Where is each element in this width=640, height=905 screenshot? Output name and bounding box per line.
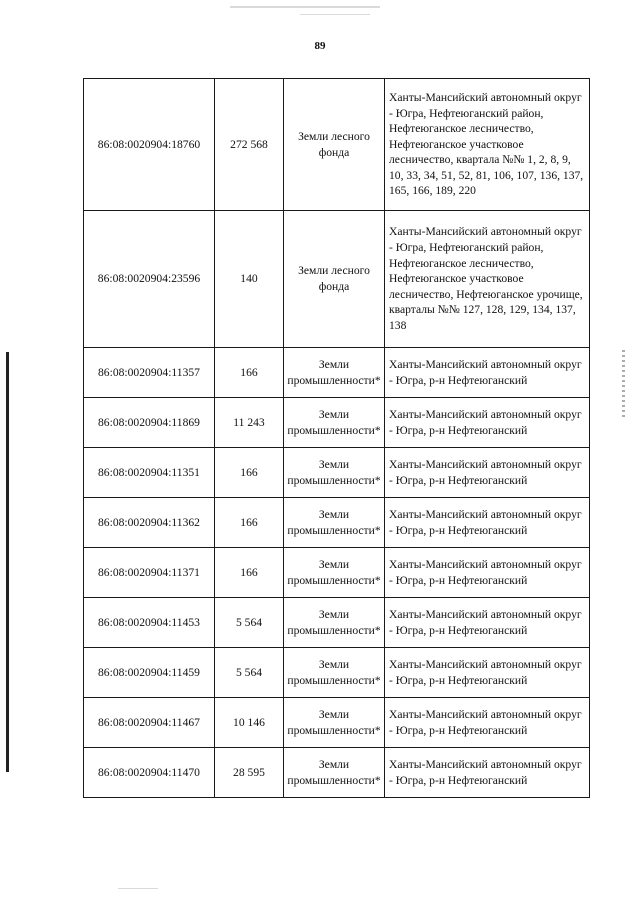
location-cell: Ханты-Мансийский автономный округ - Югра, Нефтеюганский район, Нефтеюганское лесничество, Нефтеюганское участковое лесничество, Нефтеюганское урочище, кварталы №№ 127, 128, 129, 134, 137, 138 [385,211,590,348]
cadastral-number-cell: 86:08:0020904:11371 [84,548,215,598]
cadastral-number-cell: 86:08:0020904:18760 [84,79,215,211]
area-cell: 5 564 [215,648,284,698]
location-cell: Ханты-Мансийский автономный округ - Югра, р-н Нефтеюганский [385,748,590,798]
scan-noise-bottom [118,888,158,889]
scan-edge-speckle [622,350,625,420]
location-cell: Ханты-Мансийский автономный округ - Югра, р-н Нефтеюганский [385,598,590,648]
scan-noise-top-2 [300,14,370,15]
location-cell: Ханты-Мансийский автономный округ - Югра, р-н Нефтеюганский [385,348,590,398]
cadastral-number-cell: 86:08:0020904:11453 [84,598,215,648]
land-category-cell: Земли промышленности* [284,398,385,448]
table-row [84,348,590,398]
land-category-cell: Земли промышленности* [284,598,385,648]
table-row [84,598,590,648]
land-plots-table [83,78,590,798]
area-cell: 140 [215,211,284,348]
area-cell: 166 [215,348,284,398]
area-cell: 28 595 [215,748,284,798]
table-row [84,448,590,498]
land-category-cell: Земли промышленности* [284,698,385,748]
cadastral-number-cell: 86:08:0020904:11351 [84,448,215,498]
cadastral-number-cell: 86:08:0020904:11470 [84,748,215,798]
table-row [84,398,590,448]
page-number: 89 [314,40,326,52]
location-cell: Ханты-Мансийский автономный округ - Югра, р-н Нефтеюганский [385,648,590,698]
land-category-cell: Земли лесного фонда [284,79,385,211]
land-category-cell: Земли промышленности* [284,648,385,698]
location-cell: Ханты-Мансийский автономный округ - Югра, р-н Нефтеюганский [385,448,590,498]
area-cell: 166 [215,548,284,598]
area-cell: 11 243 [215,398,284,448]
table-row [84,748,590,798]
table-row [84,548,590,598]
cadastral-number-cell: 86:08:0020904:11459 [84,648,215,698]
area-cell: 166 [215,498,284,548]
land-category-cell: Земли промышленности* [284,348,385,398]
location-cell: Ханты-Мансийский автономный округ - Югра, р-н Нефтеюганский [385,498,590,548]
land-category-cell: Земли лесного фонда [284,211,385,348]
location-cell: Ханты-Мансийский автономный округ - Югра, р-н Нефтеюганский [385,398,590,448]
table-row [84,79,590,211]
cadastral-number-cell: 86:08:0020904:11357 [84,348,215,398]
location-cell: Ханты-Мансийский автономный округ - Югра, Нефтеюганский район, Нефтеюганское лесничество, Нефтеюганское участковое лесничество, квартала №№ 1, 2, 8, 9, 10, 33, 34, 51, 52, 81, 106, 107, 136, 137, 165, 166, 189, 220 [385,79,590,211]
table-row [84,648,590,698]
scan-noise-top [230,6,380,8]
cadastral-number-cell: 86:08:0020904:11869 [84,398,215,448]
table-row [84,211,590,348]
location-cell: Ханты-Мансийский автономный округ - Югра, р-н Нефтеюганский [385,698,590,748]
table-row [84,698,590,748]
area-cell: 5 564 [215,598,284,648]
area-cell: 272 568 [215,79,284,211]
land-category-cell: Земли промышленности* [284,448,385,498]
scan-edge-bar [6,352,9,772]
area-cell: 10 146 [215,698,284,748]
cadastral-number-cell: 86:08:0020904:11362 [84,498,215,548]
location-cell: Ханты-Мансийский автономный округ - Югра, р-н Нефтеюганский [385,548,590,598]
land-category-cell: Земли промышленности* [284,748,385,798]
land-category-cell: Земли промышленности* [284,548,385,598]
cadastral-number-cell: 86:08:0020904:11467 [84,698,215,748]
area-cell: 166 [215,448,284,498]
cadastral-number-cell: 86:08:0020904:23596 [84,211,215,348]
table-row [84,498,590,548]
land-category-cell: Земли промышленности* [284,498,385,548]
